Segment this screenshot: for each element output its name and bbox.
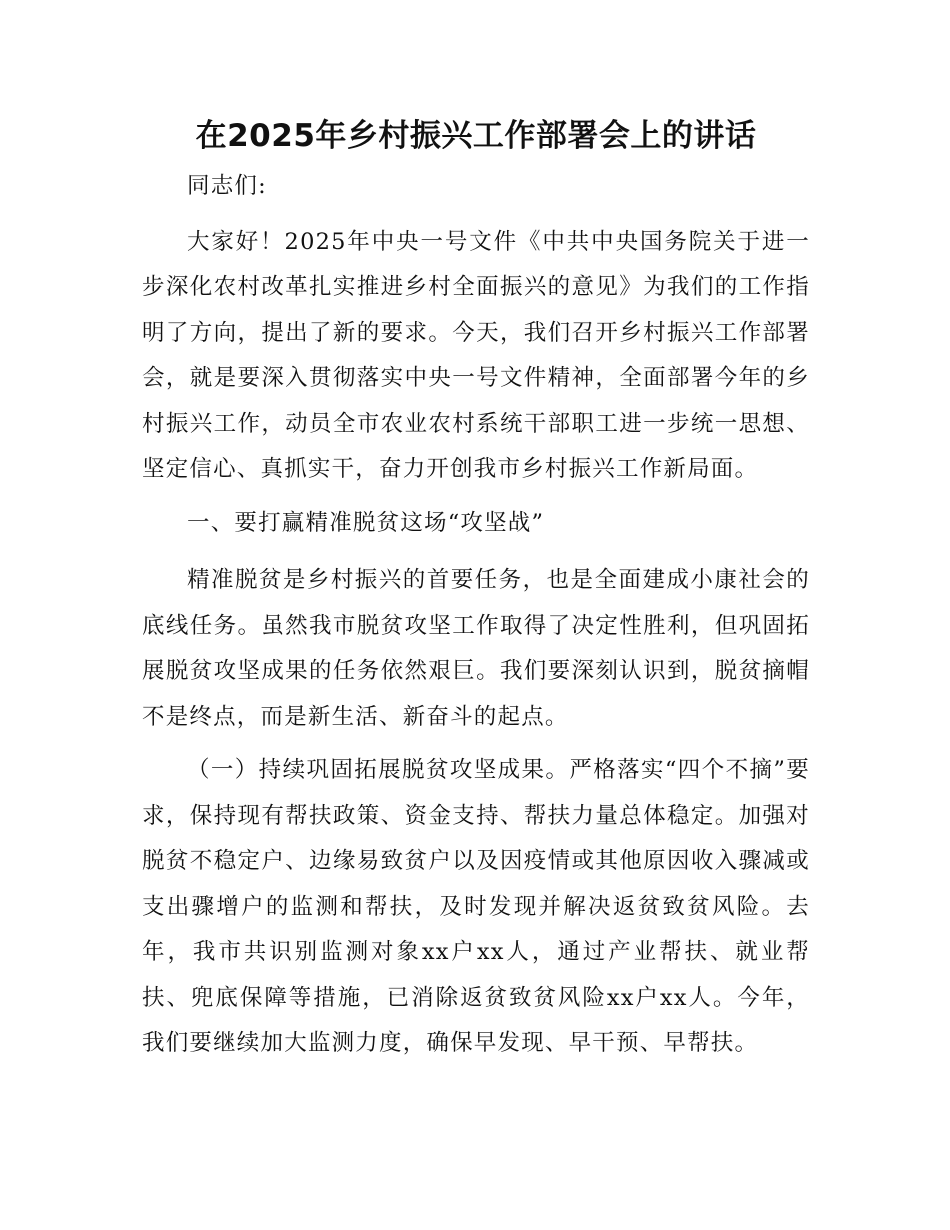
- subsection-paragraph: （一）持续巩固拓展脱贫攻坚成果。严格落实“四个不摘”要求，保持现有帮扶政策、资金支持、帮扶力量总体稳定。加强对脱贫不稳定户、边缘易致贫户以及因疫情或其他原因收入骤减或支出骤增户的监测和帮扶，及时发现并解决返贫致贫风险。去年，我市共识别监测对象xx户xx人，通过产业帮扶、就业帮扶、兜底保障等措施，已消除返贫致贫风险xx户xx人。今年，我们要继续加大监测力度，确保早发现、早干预、早帮扶。: [142, 757, 810, 1056]
- section-heading: 一、要打赢精准脱贫这场“攻坚战”: [187, 509, 545, 536]
- greeting-paragraph: 同志们:: [187, 173, 267, 199]
- document-title: 在2025年乡村振兴工作部署会上的讲话: [195, 118, 757, 154]
- intro-paragraph: 大家好！2025年中央一号文件《中共中央国务院关于进一步深化农村改革扎实推进乡村全面振兴的意见》为我们的工作指明了方向，提出了新的要求。今天，我们召开乡村振兴工作部署会，就是要深入贯彻落实中央一号文件精神，全面部署今年的乡村振兴工作，动员全市农业农村系统干部职工进一步统一思想、坚定信心、真抓实干，奋力开创我市乡村振兴工作新局面。: [142, 228, 810, 482]
- section-paragraph: 精准脱贫是乡村振兴的首要任务，也是全面建成小康社会的底线任务。虽然我市脱贫攻坚工作取得了决定性胜利，但巩固拓展脱贫攻坚成果的任务依然艰巨。我们要深刻认识到，脱贫摘帽不是终点，而是新生活、新奋斗的起点。: [142, 567, 810, 730]
- document-body: [142, 108, 810, 1075]
